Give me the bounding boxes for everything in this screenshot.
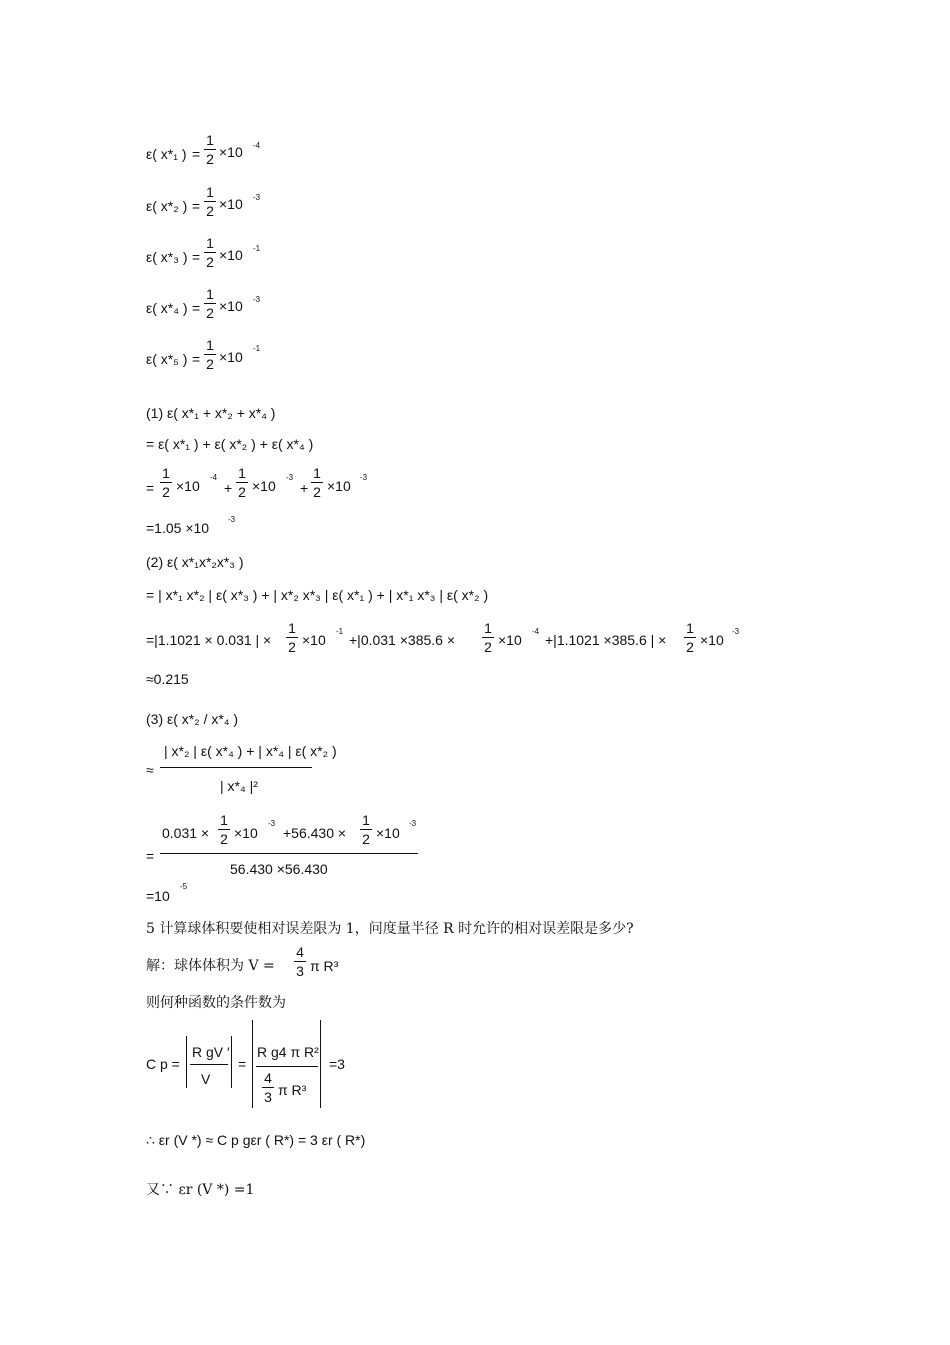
cp-lhs: C p = — [146, 1056, 180, 1072]
exponent: -4 — [532, 627, 540, 636]
part1-result: =1.05 ×10 — [146, 520, 210, 536]
abs-bar — [252, 1020, 253, 1108]
part3-label: (3) ε( x*₂ / x*₄ ) — [146, 711, 239, 727]
times-ten: ×10 — [176, 478, 200, 494]
eq-sign: = — [192, 198, 201, 214]
cp-numerator: R gV ′ — [192, 1044, 230, 1060]
plus-sign: + — [224, 480, 233, 496]
error-lhs: ε( x*₃ ) — [146, 249, 188, 265]
part1-label: (1) ε( x*₁ + x*₂ + x*₄ ) — [146, 405, 276, 421]
half-fraction: 1 2 — [684, 620, 696, 655]
times-ten: ×10 — [327, 478, 351, 494]
times-ten: ×10 — [219, 349, 243, 365]
fraction-bar — [160, 767, 312, 768]
error-lhs: ε( x*₂ ) — [146, 198, 188, 214]
eq-sign: = — [192, 351, 201, 367]
half-fraction: 1 2 — [236, 465, 248, 500]
half-fraction: 1 2 — [204, 337, 216, 372]
times-ten: ×10 — [219, 298, 243, 314]
exponent: -1 — [253, 244, 261, 253]
four-thirds-fraction: 4 3 — [294, 944, 306, 979]
times-ten: ×10 — [219, 144, 243, 160]
half-fraction: 1 2 — [360, 812, 372, 847]
exponent: -1 — [253, 344, 261, 353]
half-fraction: 1 2 — [482, 620, 494, 655]
half-fraction: 1 2 — [286, 620, 298, 655]
part1-line2: = ε( x*₁ ) + ε( x*₂ ) + ε( x*₄ ) — [146, 436, 314, 452]
exponent: -4 — [210, 473, 218, 482]
part2-line3-a: =|1.1021 × 0.031 | × — [146, 632, 272, 648]
exponent: -3 — [732, 627, 740, 636]
fraction-bar — [256, 1066, 318, 1067]
fraction-bar — [190, 1064, 228, 1065]
half-fraction: 1 2 — [218, 812, 230, 847]
problem5-title: 5 计算球体积要使相对误差限为 1，问度量半径 R 时允许的相对误差限是多少? — [146, 921, 634, 937]
times-ten: ×10 — [219, 247, 243, 263]
condition-text: 则何种函数的条件数为 — [146, 995, 286, 1011]
times-ten: ×10 — [219, 196, 243, 212]
times-ten: ×10 — [376, 825, 400, 841]
part2-line3-b: +|0.031 ×385.6 × — [349, 632, 456, 648]
eq-sign: = — [192, 146, 201, 162]
part2-line2: = | x*₁ x*₂ | ε( x*₃ ) + | x*₂ x*₃ | ε( x*₁ ) + | x*₁ x*₃ | ε( x*₂ ) — [146, 587, 489, 603]
times-ten: ×10 — [498, 632, 522, 648]
approx-sign: ≈ — [146, 762, 154, 778]
part3-den2: 56.430 ×56.430 — [230, 861, 328, 877]
fraction-bar — [160, 853, 418, 854]
error-lhs: ε( x*₄ ) — [146, 300, 188, 316]
cp-eq: = — [238, 1056, 247, 1072]
half-fraction: 1 2 — [204, 286, 216, 321]
times-ten: ×10 — [252, 478, 276, 494]
part3-num2-a: 0.031 × — [162, 825, 210, 841]
exponent: -3 — [360, 473, 368, 482]
problem5-solution-tail: π R³ — [310, 958, 339, 974]
therefore-line: ∴ εr (V *) ≈ C p gεr ( R*) = 3 εr ( R*) — [146, 1132, 366, 1148]
times-ten: ×10 — [700, 632, 724, 648]
exponent: -3 — [253, 193, 261, 202]
half-fraction: 1 2 — [160, 465, 172, 500]
half-fraction: 1 2 — [204, 184, 216, 219]
plus-sign: + — [300, 480, 309, 496]
part3-num2-b: +56.430 × — [283, 825, 347, 841]
four-thirds-fraction: 4 3 — [262, 1070, 274, 1105]
half-fraction: 1 2 — [204, 132, 216, 167]
part2-result: ≈0.215 — [146, 671, 189, 687]
exponent: -3 — [286, 473, 294, 482]
eq-sign: = — [146, 848, 155, 864]
exponent: -4 — [253, 141, 261, 150]
exponent: -3 — [268, 819, 276, 828]
eq-sign: = — [192, 249, 201, 265]
part3-denominator: | x*₄ |² — [220, 778, 258, 794]
problem5-solution: 解：球体体积为 V = — [146, 958, 275, 974]
eq-sign: = — [146, 480, 155, 496]
also-line: 又∵ εr (V *) =1 — [146, 1182, 255, 1198]
error-lhs: ε( x*₅ ) — [146, 351, 188, 367]
exponent: -1 — [336, 627, 344, 636]
eq-sign: = — [192, 300, 201, 316]
abs-bar — [231, 1036, 232, 1088]
part2-line3-c: +|1.1021 ×385.6 | × — [545, 632, 667, 648]
exponent: -3 — [409, 819, 417, 828]
cp-denominator-2-tail: π R³ — [278, 1082, 307, 1098]
part2-label: (2) ε( x*₁x*₂x*₃ ) — [146, 554, 244, 570]
exponent: -5 — [180, 882, 188, 891]
part3-numerator: | x*₂ | ε( x*₄ ) + | x*₄ | ε( x*₂ ) — [164, 743, 337, 759]
cp-result: =3 — [329, 1056, 345, 1072]
times-ten: ×10 — [234, 825, 258, 841]
times-ten: ×10 — [302, 632, 326, 648]
abs-bar — [320, 1020, 321, 1108]
half-fraction: 1 2 — [311, 465, 323, 500]
error-lhs: ε( x*₁ ) — [146, 146, 187, 162]
cp-denominator: V — [201, 1071, 211, 1087]
part3-result: =10 — [146, 888, 170, 904]
half-fraction: 1 2 — [204, 235, 216, 270]
abs-bar — [186, 1036, 187, 1088]
cp-numerator-2: R g4 π R² — [257, 1044, 319, 1060]
exponent: -3 — [228, 515, 236, 524]
exponent: -3 — [253, 295, 261, 304]
